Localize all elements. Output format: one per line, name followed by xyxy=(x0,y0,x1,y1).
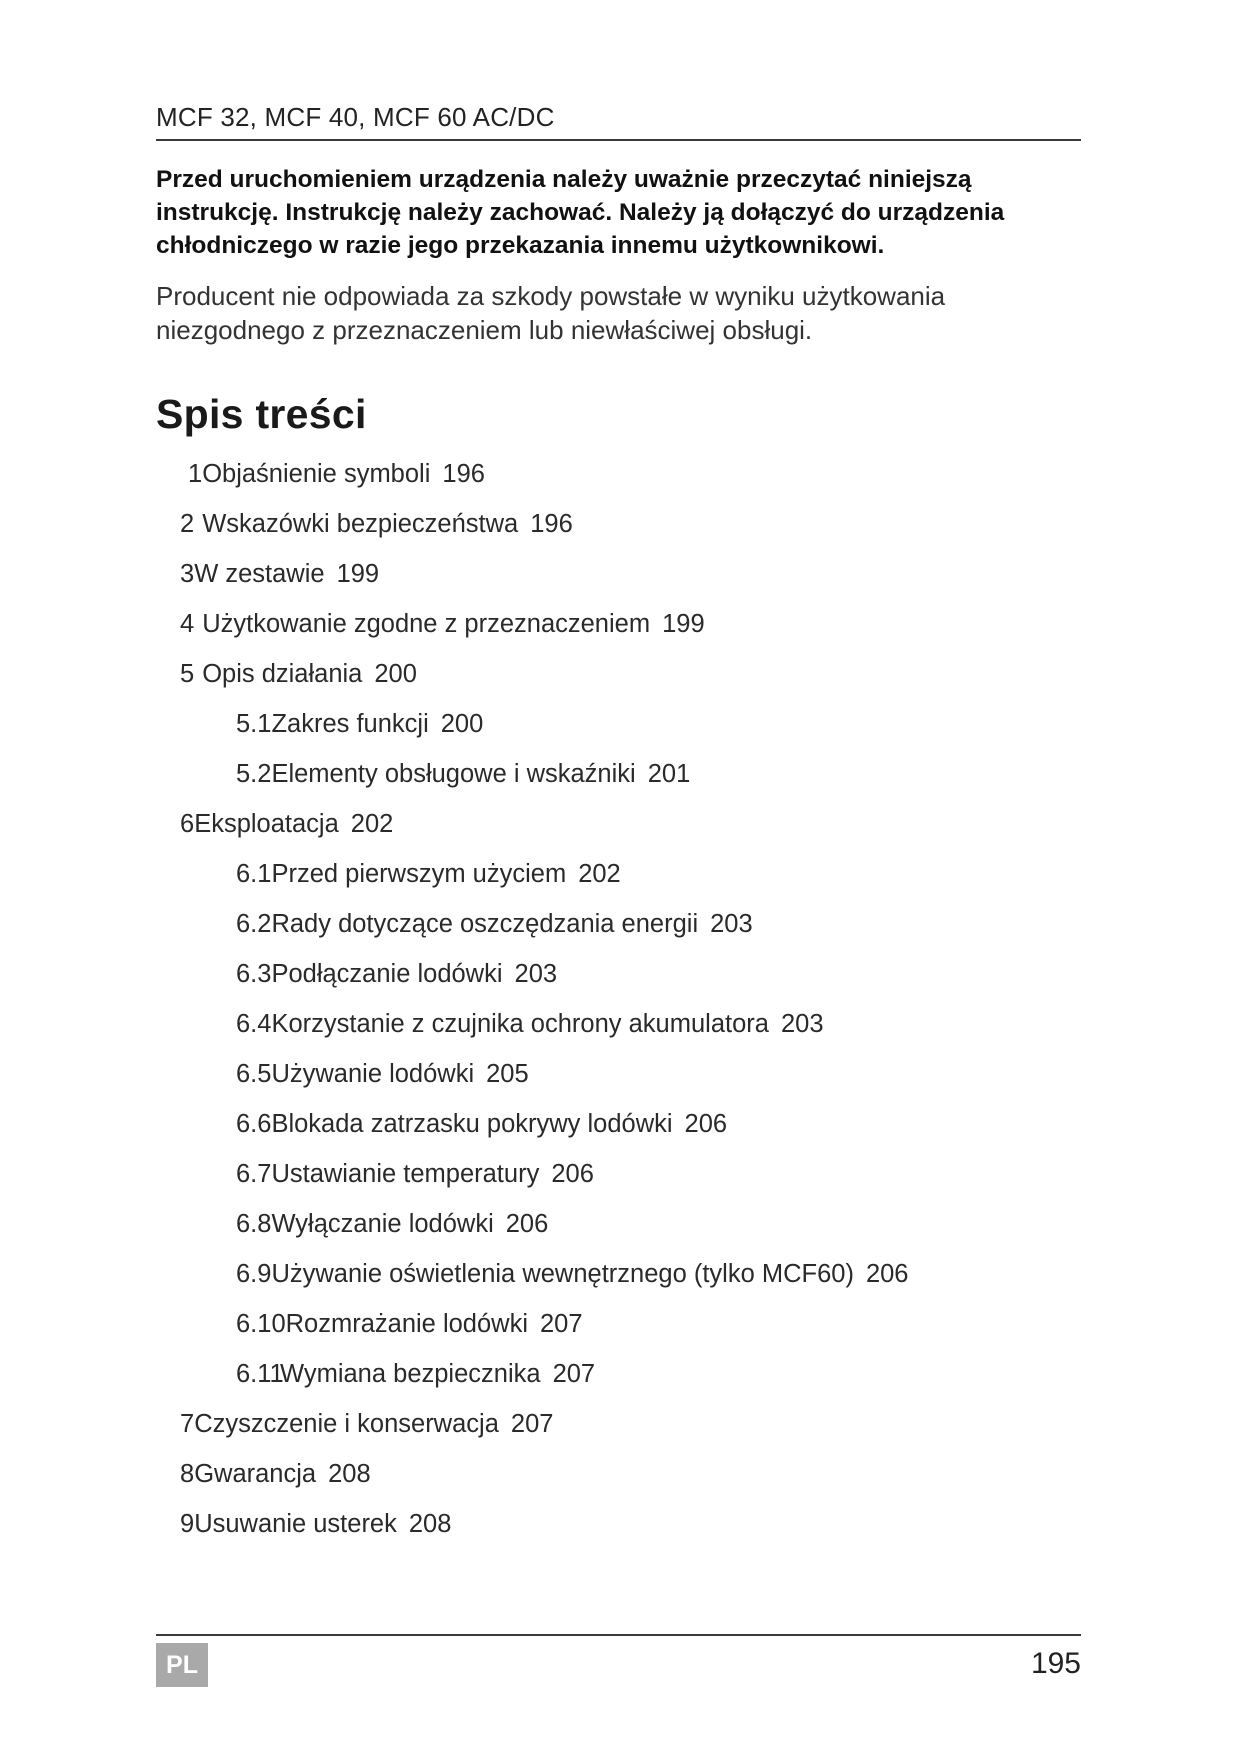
header-divider xyxy=(156,139,1081,141)
intro-disclaimer xyxy=(156,279,1086,347)
toc-entry-page: 207 xyxy=(540,1310,583,1338)
toc-entry-page: 200 xyxy=(374,660,417,688)
intro-disclaimer-line: niezgodnego z przeznaczeniem lub niewłaściwej obsługi. xyxy=(156,315,813,345)
intro-disclaimer-line: Producent nie odpowiada za szkody powstałe w wyniku użytkowania xyxy=(156,281,946,311)
toc-entry-label: Użytkowanie zgodne z przeznaczeniem xyxy=(202,610,651,638)
toc-entry-page: 208 xyxy=(328,1460,371,1488)
toc-entry-label: Przed pierwszym użyciem xyxy=(271,860,567,888)
toc-entry-number: 6.6 xyxy=(236,1110,272,1138)
toc-entry-number: 6.10 xyxy=(236,1310,286,1338)
toc-entry-page: 205 xyxy=(486,1060,529,1088)
toc-entry-number: 2 xyxy=(180,510,195,538)
toc-entry-page: 206 xyxy=(684,1110,728,1138)
toc-entry-page: 199 xyxy=(662,610,705,638)
toc-entry-label: Korzystanie z czujnika ochrony akumulatora xyxy=(271,1010,769,1038)
toc-entry-label: Opis działania xyxy=(202,660,363,688)
toc-entry-label: Objaśnienie symboli xyxy=(202,460,431,488)
toc-entry-label: Gwarancja xyxy=(194,1460,317,1488)
toc-entry-label: Zakres funkcji xyxy=(271,710,429,738)
toc-entry-label: Wskazówki bezpieczeństwa xyxy=(202,510,519,538)
toc-entry-number: 6.1 xyxy=(236,860,272,888)
toc-entry-page: 196 xyxy=(530,510,573,538)
toc-entry-label: Eksploatacja xyxy=(194,810,339,838)
toc-entry-page: 202 xyxy=(350,810,394,838)
toc-entry-number: 5.1 xyxy=(236,710,272,738)
toc-entry-label: Rozmrażanie lodówki xyxy=(285,1310,528,1338)
toc-entry-number: 6.8 xyxy=(236,1210,272,1238)
toc-entry-page: 206 xyxy=(505,1210,549,1238)
toc-entry-number: 6.3 xyxy=(236,960,272,988)
toc-entry-number: 6.7 xyxy=(236,1160,272,1188)
toc-entry-number: 6.2 xyxy=(236,910,272,938)
toc-entry-page: 208 xyxy=(408,1510,452,1538)
toc-entry-number: 6.5 xyxy=(236,1060,272,1088)
toc-entry-page: 207 xyxy=(510,1410,554,1438)
toc-entry-label: Wyłączanie lodówki xyxy=(271,1210,494,1238)
toc-entry-label: Rady dotyczące oszczędzania energii xyxy=(271,910,699,938)
toc-entry-page: 201 xyxy=(647,760,691,788)
document-model-header: MCF 32, MCF 40, MCF 60 AC/DC xyxy=(156,102,555,132)
toc-entry-page: 206 xyxy=(551,1160,594,1188)
toc-entry-label: Używanie lodówki xyxy=(271,1060,475,1088)
toc-entry-page: 203 xyxy=(710,910,753,938)
footer-divider xyxy=(156,1634,1081,1636)
toc-entry-number: 4 xyxy=(180,610,195,638)
toc-entry-number: 6 xyxy=(180,810,195,838)
language-badge: PL xyxy=(156,1643,208,1687)
toc-entry-label: Ustawianie temperatury xyxy=(271,1160,540,1188)
toc-entry-label: W zestawie xyxy=(194,560,325,588)
toc-entry-number: 3 xyxy=(180,560,195,588)
toc-entry-label: Używanie oświetlenia wewnętrznego (tylko MCF60) xyxy=(271,1260,854,1288)
toc-entry-number: 1 xyxy=(188,460,203,488)
toc-entry-number: 8 xyxy=(180,1460,195,1488)
toc-entry-label: Podłączanie lodówki xyxy=(271,960,503,988)
toc-entry-label: Usuwanie usterek xyxy=(194,1510,397,1538)
toc-entry-number: 7 xyxy=(180,1410,195,1438)
toc-entry-label: Czyszczenie i konserwacja xyxy=(194,1410,499,1438)
page-number: 195 xyxy=(1030,1647,1081,1680)
toc-entry-page: 206 xyxy=(865,1260,909,1288)
toc-entry-number: 9 xyxy=(180,1510,195,1538)
toc-entry-label: Blokada zatrzasku pokrywy lodówki xyxy=(271,1110,673,1138)
toc-title: Spis treści xyxy=(156,391,367,437)
toc-entry-label: Elementy obsługowe i wskaźniki xyxy=(271,760,636,788)
toc-entry-page: 196 xyxy=(442,460,485,488)
toc-entry-label: Wymiana bezpiecznika xyxy=(280,1360,541,1388)
toc-entry-page: 202 xyxy=(578,860,621,888)
toc-entry-page: 207 xyxy=(552,1360,596,1388)
toc-entry-number: 6.4 xyxy=(236,1010,272,1038)
intro-warning-line: chłodniczego w razie jego przekazania innemu użytkownikowi. xyxy=(156,232,885,259)
intro-warning-line: Przed uruchomieniem urządzenia należy uważnie przeczytać niniejszą xyxy=(156,166,972,193)
intro-warning xyxy=(156,163,1086,262)
toc-entry-page: 199 xyxy=(336,560,380,588)
toc-entry-number: 5.2 xyxy=(236,760,272,788)
toc-entry-number: 6.11 xyxy=(236,1360,284,1388)
intro-warning-line: instrukcję. Instrukcję należy zachować. Należy ją dołączyć do urządzenia xyxy=(156,199,1005,226)
toc-entry-page: 203 xyxy=(514,960,558,988)
toc-entry-page: 203 xyxy=(780,1010,824,1038)
toc-entry-number: 6.9 xyxy=(236,1260,272,1288)
toc-entry-page: 200 xyxy=(440,710,484,738)
toc-entry-number: 5 xyxy=(180,660,195,688)
